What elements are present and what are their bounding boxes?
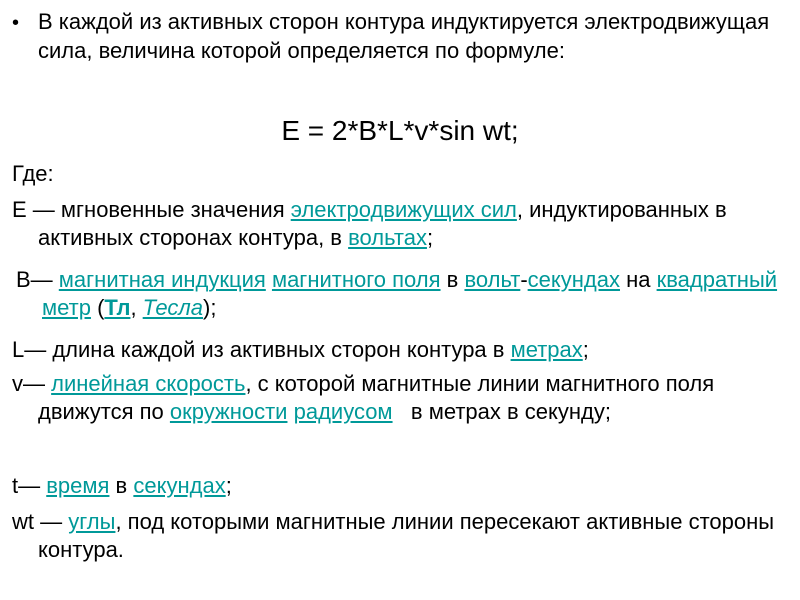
def-b-mid2: -	[520, 267, 528, 292]
def-e-mid: , индуктированных в активных сторонах контура, в	[38, 197, 727, 250]
link-square-meter[interactable]: квадратный метр	[42, 267, 778, 320]
def-b-mid1: в	[440, 267, 465, 292]
definition-t	[12, 472, 784, 500]
where-label: Где:	[12, 161, 54, 186]
definition-wt	[12, 508, 784, 564]
def-b-mid3: на	[619, 267, 657, 292]
definition-v	[12, 370, 784, 426]
definition-e	[12, 196, 784, 252]
link-radius[interactable]: радиусом	[293, 399, 393, 424]
def-l-suffix: ;	[582, 337, 589, 362]
link-magnetic-field[interactable]: магнитного поля	[271, 267, 441, 292]
def-l-prefix: L— длина каждой из активных сторон контура в	[12, 337, 511, 362]
link-electromotive-forces[interactable]: электродвижущих сил	[290, 197, 517, 222]
def-t-mid: в	[109, 473, 134, 498]
link-meters[interactable]: метрах	[510, 337, 583, 362]
definition-b	[16, 266, 788, 322]
def-wt-suffix: , под которыми магнитные линии пересекают активные стороны контура.	[38, 509, 775, 562]
link-tesla[interactable]: Тесла	[142, 295, 204, 320]
link-seconds-2[interactable]: секундах	[133, 473, 226, 498]
link-angles[interactable]: углы	[68, 509, 116, 534]
def-wt-prefix: wt —	[12, 509, 69, 534]
def-e-suffix: ;	[426, 225, 434, 250]
bullet-icon: •	[12, 12, 20, 34]
def-b-mid4: (	[90, 295, 105, 320]
link-volts[interactable]: вольтах	[348, 225, 427, 250]
def-v-mid: , с которой магнитные линии магнитного поля движутся по	[38, 371, 715, 424]
intro-text: В каждой из активных сторон контура индуктируется электродвижущая сила, величина которой определяется по формуле:	[38, 9, 770, 63]
def-t-suffix: ;	[225, 473, 232, 498]
link-magnetic-induction[interactable]: магнитная индукция	[58, 267, 266, 292]
def-t-prefix: t—	[12, 473, 47, 498]
link-linear-velocity[interactable]: линейная скорость	[51, 371, 246, 396]
def-b-mid5: ,	[130, 295, 143, 320]
intro-paragraph	[12, 8, 784, 65]
link-time[interactable]: время	[46, 473, 110, 498]
def-v-prefix: v—	[12, 371, 52, 396]
link-tl[interactable]: Тл	[104, 295, 131, 320]
link-circle[interactable]: окружности	[169, 399, 288, 424]
definition-l	[12, 336, 784, 364]
def-e-prefix: E — мгновенные значения	[12, 197, 291, 222]
link-seconds[interactable]: секундах	[527, 267, 620, 292]
formula: E = 2*B*L*v*sin wt;	[281, 115, 519, 146]
link-volt[interactable]: вольт	[464, 267, 521, 292]
def-b-suffix: );	[203, 295, 217, 320]
def-v-suffix: в метрах в секунду;	[392, 399, 611, 424]
def-b-prefix: B—	[16, 267, 59, 292]
